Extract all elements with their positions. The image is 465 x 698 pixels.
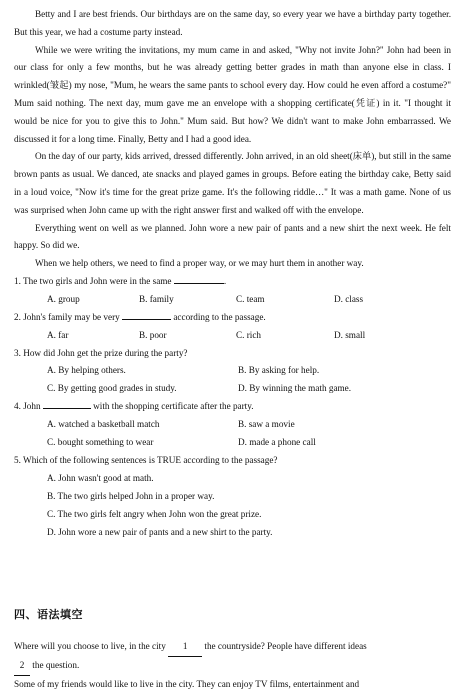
answer-blank[interactable] <box>122 310 171 320</box>
option-c[interactable]: C. The two girls felt angry when John won the great prize. <box>47 508 262 519</box>
question-1-options <box>14 291 451 309</box>
option-b[interactable]: B. saw a movie <box>238 419 295 430</box>
question-3 <box>14 345 451 399</box>
option-a[interactable]: A. John wasn't good at math. <box>47 472 154 483</box>
option-c[interactable]: C. By getting good grades in study. <box>47 383 177 394</box>
option-a[interactable]: A. watched a basketball match <box>47 419 160 430</box>
option-c[interactable]: C. bought something to wear <box>47 437 154 448</box>
question-4: 4. John with the shopping certificate after the party. A. watched a basketball match B. saw a movie C. bought something to wear D. made a phone call <box>14 398 451 452</box>
passage-paragraph-1: Betty and I are best friends. Our birthdays are on the same day, so every year we have a birthday party together. But this year, we had a costume party instead. <box>14 9 451 37</box>
grammar-blank-2[interactable]: 2 <box>14 657 30 676</box>
option-b[interactable]: B. The two girls helped John in a proper way. <box>47 490 215 501</box>
section-title: 四、语法填空 <box>14 608 83 621</box>
option-a[interactable]: A. far <box>47 329 69 340</box>
question-1: 1. The two girls and John were in the same . A. group B. family C. team D. class <box>14 273 451 309</box>
passage-paragraph-5: When we help others, we need to find a proper way, or we may hurt them in another way. <box>35 258 364 269</box>
reading-passage <box>14 6 451 542</box>
question-2-stem: 2. John's family may be very <box>14 311 123 322</box>
passage-paragraph-4: Everything went on well as we planned. John wore a new pair of pants and a new shirt the next week. He felt happy. So did we. <box>14 222 451 251</box>
grammar-blank-1[interactable]: 1 <box>168 638 202 657</box>
question-5-stem: 5. Which of the following sentences is TRUE according to the passage? <box>14 455 278 466</box>
option-d[interactable]: D. made a phone call <box>238 437 316 448</box>
option-d[interactable]: D. John wore a new pair of pants and a new shirt to the party. <box>47 526 273 537</box>
option-a[interactable]: A. group <box>47 293 80 304</box>
option-c[interactable]: C. team <box>236 293 265 304</box>
question-3-options <box>14 362 451 380</box>
option-d[interactable]: D. small <box>334 329 366 340</box>
passage-paragraph-3: On the day of our party, kids arrived, dressed differently. John arrived, in an old sheet(床单), but still in the same brown pants as usual. We danced, ate snacks and played games in groups. Before eating the birthday cake, Betty said in a loud voice, "Now it's time for the great prize game. It's the following riddle…" It was a math game. None of us was surprised when John came up with the right answer first and walked off with the envelope. <box>14 151 451 215</box>
option-d[interactable]: D. By winning the math game. <box>238 383 352 394</box>
grammar-passage-line: Some of my friends would like to live in the city. They can enjoy TV films, entertainment and <box>14 678 360 689</box>
option-c[interactable]: C. rich <box>236 329 262 340</box>
question-2-options <box>14 327 451 345</box>
option-b[interactable]: B. poor <box>139 329 167 340</box>
answer-blank[interactable] <box>174 274 224 284</box>
question-2: 2. John's family may be very according to the passage. A. far B. poor C. rich D. small <box>14 309 451 345</box>
option-a[interactable]: A. By helping others. <box>47 365 126 376</box>
question-1-stem: 1. The two girls and John were in the same <box>14 275 174 286</box>
answer-blank[interactable] <box>43 399 91 409</box>
passage-paragraph-2: While we were writing the invitations, my mum came in and asked, "Why not invite John?" John had been in our class for only a few months, but he was already getting better grades in math than anyone else in class. I wrinkled(皱起) my nose, "Mum, he wears the same pants to school every day. How could he even afford a costume?" Mum said nothing. The next day, mum gave me an envelope with a shopping certificate(凭证) in it. "I thought it would be nice for you to give this to John." Mum said. But how? We didn't want to make John embarrassed. We discussed it for a long time. Finally, Betty and I had a good idea. <box>14 44 451 144</box>
question-5 <box>14 452 451 542</box>
option-d[interactable]: D. class <box>334 293 364 304</box>
option-b[interactable]: B. By asking for help. <box>238 365 320 376</box>
question-4-stem: 4. John <box>14 401 43 412</box>
option-b[interactable]: B. family <box>139 293 174 304</box>
question-4-options <box>14 416 451 434</box>
question-3-stem: 3. How did John get the prize during the party? <box>14 347 188 358</box>
grammar-fill-passage: Where will you choose to live, in the city 1 the countryside? People have different ideas 2 the question. Some of my friends would like to live in the city. They can enjoy TV films, entertainment and <box>14 638 451 693</box>
